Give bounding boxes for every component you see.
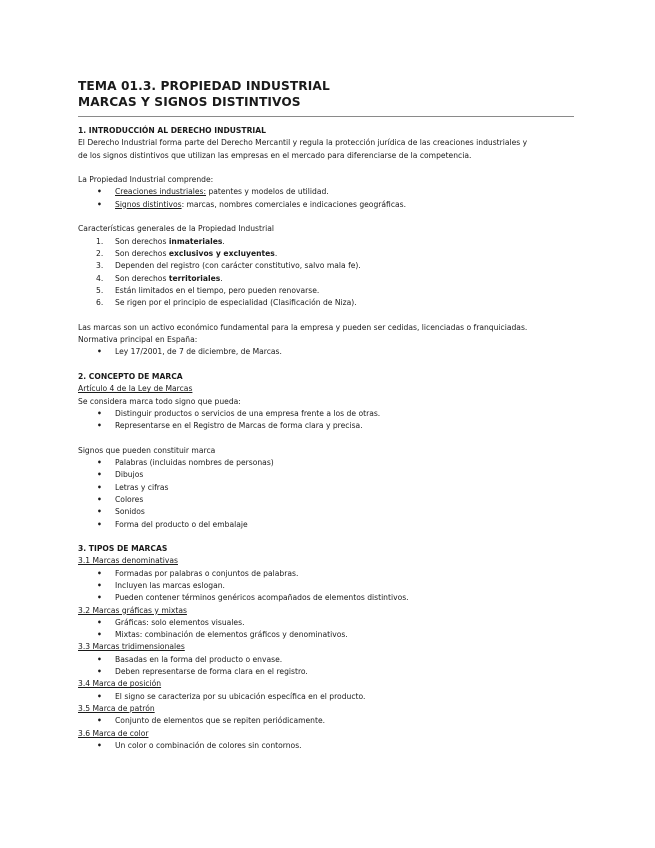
item-text: Sonidos [115, 507, 145, 517]
item-text: El signo se caracteriza por su ubicación específica en el producto. [115, 691, 366, 701]
item-text: Incluyen las marcas eslogan. [115, 580, 225, 590]
concepto-list [78, 408, 574, 433]
list-item [78, 199, 574, 211]
list-item [78, 592, 574, 604]
subsection-3-3-list [78, 654, 574, 679]
bullet-icon: • [97, 507, 102, 517]
item-text: Palabras (incluidas nombres de personas) [115, 458, 274, 468]
item-text: Forma del producto o del embalaje [115, 519, 248, 529]
list-item [78, 346, 574, 358]
item-text: Son derechos [115, 248, 169, 258]
list-item [78, 519, 574, 531]
item-text: Deben representarse de forma clara en el registro. [115, 667, 308, 677]
subsection-3-2-list [78, 617, 574, 642]
subsection-3-4-list [78, 691, 574, 703]
item-number: 1. [96, 236, 104, 246]
bullet-icon: • [97, 408, 102, 418]
item-text: Mixtas: combinación de elementos gráficos y denominativos. [115, 630, 348, 640]
bullet-icon: • [97, 568, 102, 578]
spacer [78, 432, 574, 444]
item-text: Están limitados en el tiempo, pero pueden renovarse. [115, 285, 320, 295]
bullet-icon: • [97, 494, 102, 504]
bullet-icon: • [97, 470, 102, 480]
bullet-icon: • [97, 482, 102, 492]
item-text: Gráficas: solo elementos visuales. [115, 617, 245, 627]
item-text: Formadas por palabras o conjuntos de palabras. [115, 568, 299, 578]
item-text: : marcas, nombres comerciales e indicaciones geográficas. [181, 199, 407, 209]
list-item [78, 654, 574, 666]
item-term: Creaciones industriales: [115, 187, 207, 197]
se-considera-label: Se considera marca todo signo que pueda: [78, 396, 241, 406]
item-text: patentes y modelos de utilidad. [206, 187, 329, 197]
section-2-heading: 2. CONCEPTO DE MARCA [78, 371, 183, 381]
item-text: . [274, 248, 278, 258]
bullet-icon: • [97, 654, 102, 664]
item-term: Signos distintivos [115, 199, 182, 209]
item-emphasis: territoriales [168, 273, 221, 283]
bullet-icon: • [97, 347, 102, 357]
list-item [78, 248, 574, 260]
normativa-list [78, 346, 574, 358]
subsection-3-5-list [78, 715, 574, 727]
subsection-3-6-heading: 3.6 Marca de color [78, 728, 149, 738]
bullet-icon: • [97, 740, 102, 750]
list-item [78, 186, 574, 198]
item-text: Letras y cifras [115, 482, 169, 492]
list-item [78, 297, 574, 309]
list-item [78, 260, 574, 272]
item-text: Colores [115, 494, 144, 504]
list-item [78, 494, 574, 506]
list-item [78, 740, 574, 752]
spacer [78, 309, 574, 321]
bullet-icon: • [97, 691, 102, 701]
list-item [78, 236, 574, 248]
item-text: Conjunto de elementos que se repiten periódicamente. [115, 716, 326, 726]
subsection-3-3-heading: 3.3 Marcas tridimensionales [78, 642, 185, 652]
bullet-icon: • [97, 593, 102, 603]
list-item [78, 629, 574, 641]
item-text: Distinguir productos o servicios de una empresa frente a los de otras. [115, 408, 381, 418]
bullet-icon: • [97, 199, 102, 209]
list-item [78, 482, 574, 494]
spacer [78, 359, 574, 371]
section-3-heading: 3. TIPOS DE MARCAS [78, 544, 168, 554]
item-number: 3. [96, 261, 104, 271]
normativa-label: Normativa principal en España: [78, 335, 198, 345]
bullet-icon: • [97, 667, 102, 677]
item-number: 4. [96, 273, 104, 283]
list-item [78, 408, 574, 420]
bullet-icon: • [97, 580, 102, 590]
subsection-3-4-heading: 3.4 Marca de posición [78, 679, 162, 689]
subsection-3-2-heading: 3.2 Marcas gráficas y mixtas [78, 605, 187, 615]
bullet-icon: • [97, 630, 102, 640]
item-number: 5. [96, 285, 104, 295]
list-item [78, 580, 574, 592]
item-number: 6. [96, 298, 104, 308]
item-text: . [220, 273, 223, 283]
subsection-3-1-list [78, 568, 574, 605]
item-text: Un color o combinación de colores sin contornos. [115, 740, 302, 750]
document-title: TEMA 01.3. PROPIEDAD INDUSTRIAL [78, 79, 330, 93]
subsection-3-1-heading: 3.1 Marcas denominativas [78, 556, 178, 566]
bullet-icon: • [97, 187, 102, 197]
caracteristicas-label: Características generales de la Propiedad Industrial [78, 224, 274, 234]
bullet-icon: • [97, 716, 102, 726]
list-item [78, 469, 574, 481]
item-text: Dependen del registro (con carácter constitutivo, salvo mala fe). [115, 261, 361, 271]
document-page [78, 78, 574, 752]
item-text: Dibujos [115, 470, 144, 480]
list-item [78, 506, 574, 518]
bullet-icon: • [97, 519, 102, 529]
item-text: Son derechos [115, 273, 169, 283]
marcas-activo-text: Las marcas son un activo económico fundamental para la empresa y pueden ser cedidas, licenciadas o franquiciadas. [78, 322, 528, 332]
signos-label: Signos que pueden constituir marca [78, 445, 216, 455]
comprende-label: La Propiedad Industrial comprende: [78, 175, 214, 185]
signos-list [78, 457, 574, 531]
item-text: Ley 17/2001, de 7 de diciembre, de Marcas. [115, 347, 282, 357]
spacer [78, 531, 574, 543]
spacer [78, 162, 574, 174]
list-item [78, 617, 574, 629]
item-number: 2. [96, 248, 104, 258]
list-item [78, 273, 574, 285]
subsection-3-5-heading: 3.5 Marca de patrón [78, 703, 155, 713]
list-item [78, 420, 574, 432]
subsection-3-6-list [78, 740, 574, 752]
articulo-reference: Artículo 4 de la Ley de Marcas [78, 384, 193, 394]
item-emphasis: inmateriales [168, 236, 223, 246]
list-item [78, 568, 574, 580]
item-text: Se rigen por el principio de especialidad (Clasificación de Niza). [115, 298, 357, 308]
list-item [78, 457, 574, 469]
item-text: . [222, 236, 225, 246]
section-1-intro-line-2: de los signos distintivos que utilizan las empresas en el mercado para diferenciarse de la competencia. [78, 150, 472, 160]
list-item [78, 666, 574, 678]
bullet-icon: • [97, 421, 102, 431]
item-text: Son derechos [115, 236, 169, 246]
item-text: Pueden contener términos genéricos acompañados de elementos distintivos. [115, 593, 409, 603]
document-subtitle: MARCAS Y SIGNOS DISTINTIVOS [78, 95, 301, 109]
list-item [78, 715, 574, 727]
item-text: Representarse en el Registro de Marcas de forma clara y precisa. [115, 421, 363, 431]
spacer [78, 211, 574, 223]
title-divider [78, 116, 574, 117]
comprende-list [78, 186, 574, 211]
list-item [78, 285, 574, 297]
section-1-heading: 1. INTRODUCCIÓN AL DERECHO INDUSTRIAL [78, 126, 266, 135]
bullet-icon: • [97, 617, 102, 627]
item-text: Basadas en la forma del producto o envase. [115, 654, 283, 664]
list-item [78, 691, 574, 703]
section-1-intro-line-1: El Derecho Industrial forma parte del Derecho Mercantil y regula la protección jurídica de las creaciones industriales y [78, 138, 528, 148]
caracteristicas-list [78, 236, 574, 310]
bullet-icon: • [97, 458, 102, 468]
item-emphasis: exclusivos y excluyentes [168, 248, 275, 258]
